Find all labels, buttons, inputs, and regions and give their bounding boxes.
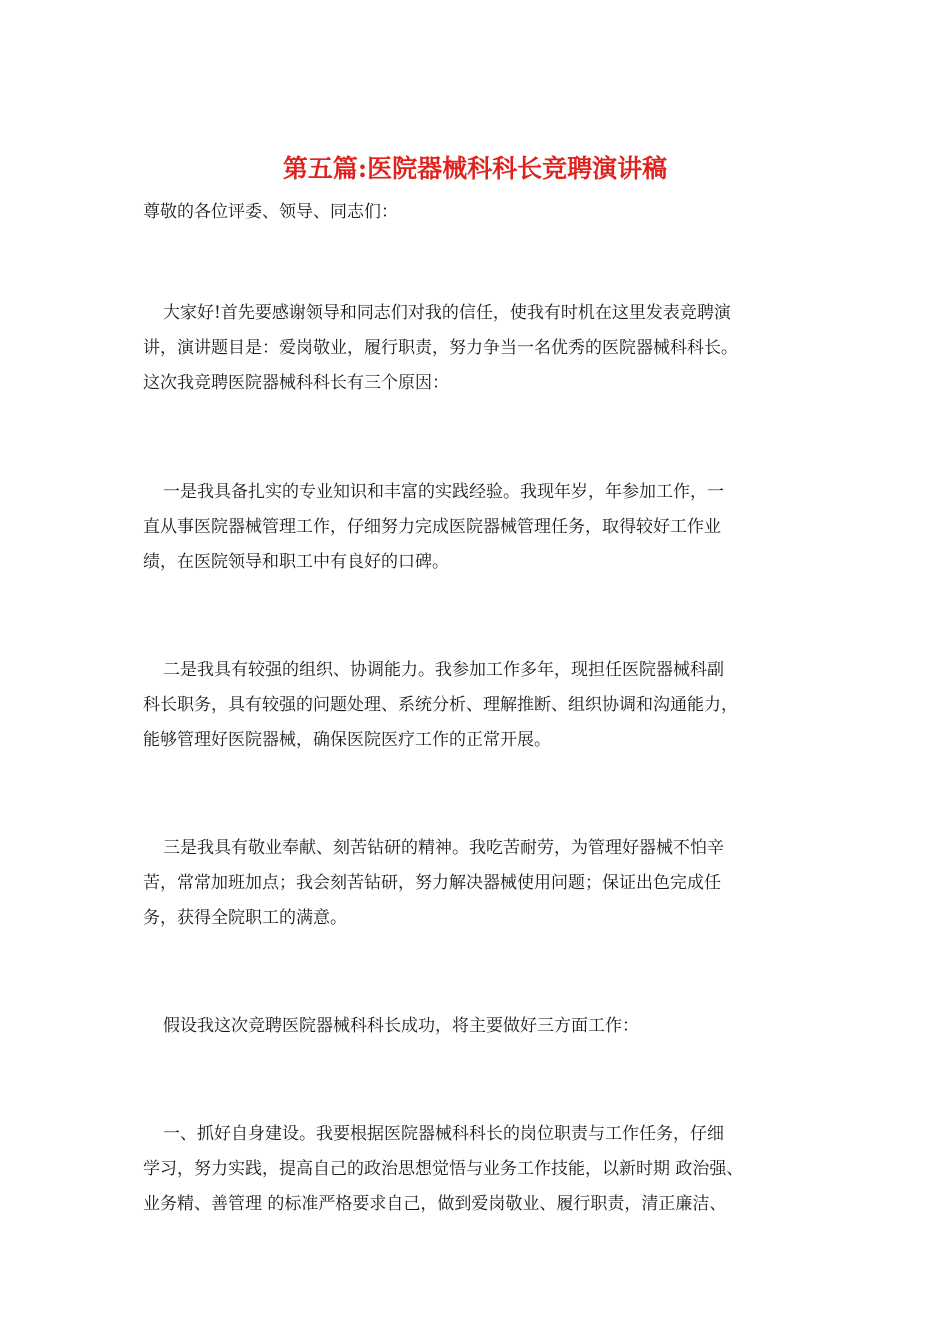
paragraph-line: 科长职务，具有较强的问题处理、系统分析、理解推断、组织协调和沟通能力， bbox=[143, 695, 738, 715]
paragraph-line: 业务精、善管理 的标准严格要求自己，做到爱岗敬业、履行职责，清正廉洁、 bbox=[143, 1194, 727, 1214]
paragraph-line: 务，获得全院职工的满意。 bbox=[143, 908, 347, 928]
paragraph-line: 绩，在医院领导和职工中有良好的口碑。 bbox=[143, 552, 449, 572]
paragraph-reason-two bbox=[143, 653, 823, 758]
paragraph-line: 苦，常常加班加点；我会刻苦钻研，努力解决器械使用问题；保证出色完成任 bbox=[143, 873, 721, 893]
paragraph-line: 能够管理好医院器械，确保医院医疗工作的正常开展。 bbox=[143, 730, 551, 750]
paragraph-reason-three bbox=[143, 831, 823, 936]
paragraph-line: 这次我竞聘医院器械科科长有三个原因： bbox=[143, 373, 449, 393]
document-title: 第五篇:医院器械科科长竞聘演讲稿 bbox=[282, 154, 668, 183]
paragraph-line: 直从事医院器械管理工作，仔细努力完成医院器械管理任务，取得较好工作业 bbox=[143, 517, 721, 537]
paragraph-reason-one bbox=[143, 475, 823, 580]
paragraph-line: 一、抓好自身建设。我要根据医院器械科科长的岗位职责与工作任务，仔细 bbox=[163, 1124, 724, 1144]
paragraph-plan-one bbox=[143, 1117, 823, 1222]
salutation: 尊敬的各位评委、领导、同志们： bbox=[143, 202, 398, 222]
paragraph-plan-intro bbox=[143, 1009, 823, 1044]
paragraph-line: 一是我具备扎实的专业知识和丰富的实践经验。我现年岁，年参加工作，一 bbox=[163, 482, 724, 502]
paragraph-line: 学习，努力实践，提高自己的政治思想觉悟与业务工作技能，以新时期 政治强、 bbox=[143, 1159, 744, 1179]
paragraph-line: 讲，演讲题目是：爱岗敬业，履行职责，努力争当一名优秀的医院器械科科长。 bbox=[143, 338, 738, 358]
paragraph-intro bbox=[143, 296, 823, 401]
paragraph-line: 大家好!首先要感谢领导和同志们对我的信任，使我有时机在这里发表竞聘演 bbox=[163, 303, 731, 323]
paragraph-line: 假设我这次竞聘医院器械科科长成功，将主要做好三方面工作： bbox=[163, 1016, 639, 1036]
paragraph-line: 三是我具有敬业奉献、刻苦钻研的精神。我吃苦耐劳，为管理好器械不怕辛 bbox=[163, 838, 724, 858]
paragraph-line: 二是我具有较强的组织、协调能力。我参加工作多年，现担任医院器械科副 bbox=[163, 660, 724, 680]
